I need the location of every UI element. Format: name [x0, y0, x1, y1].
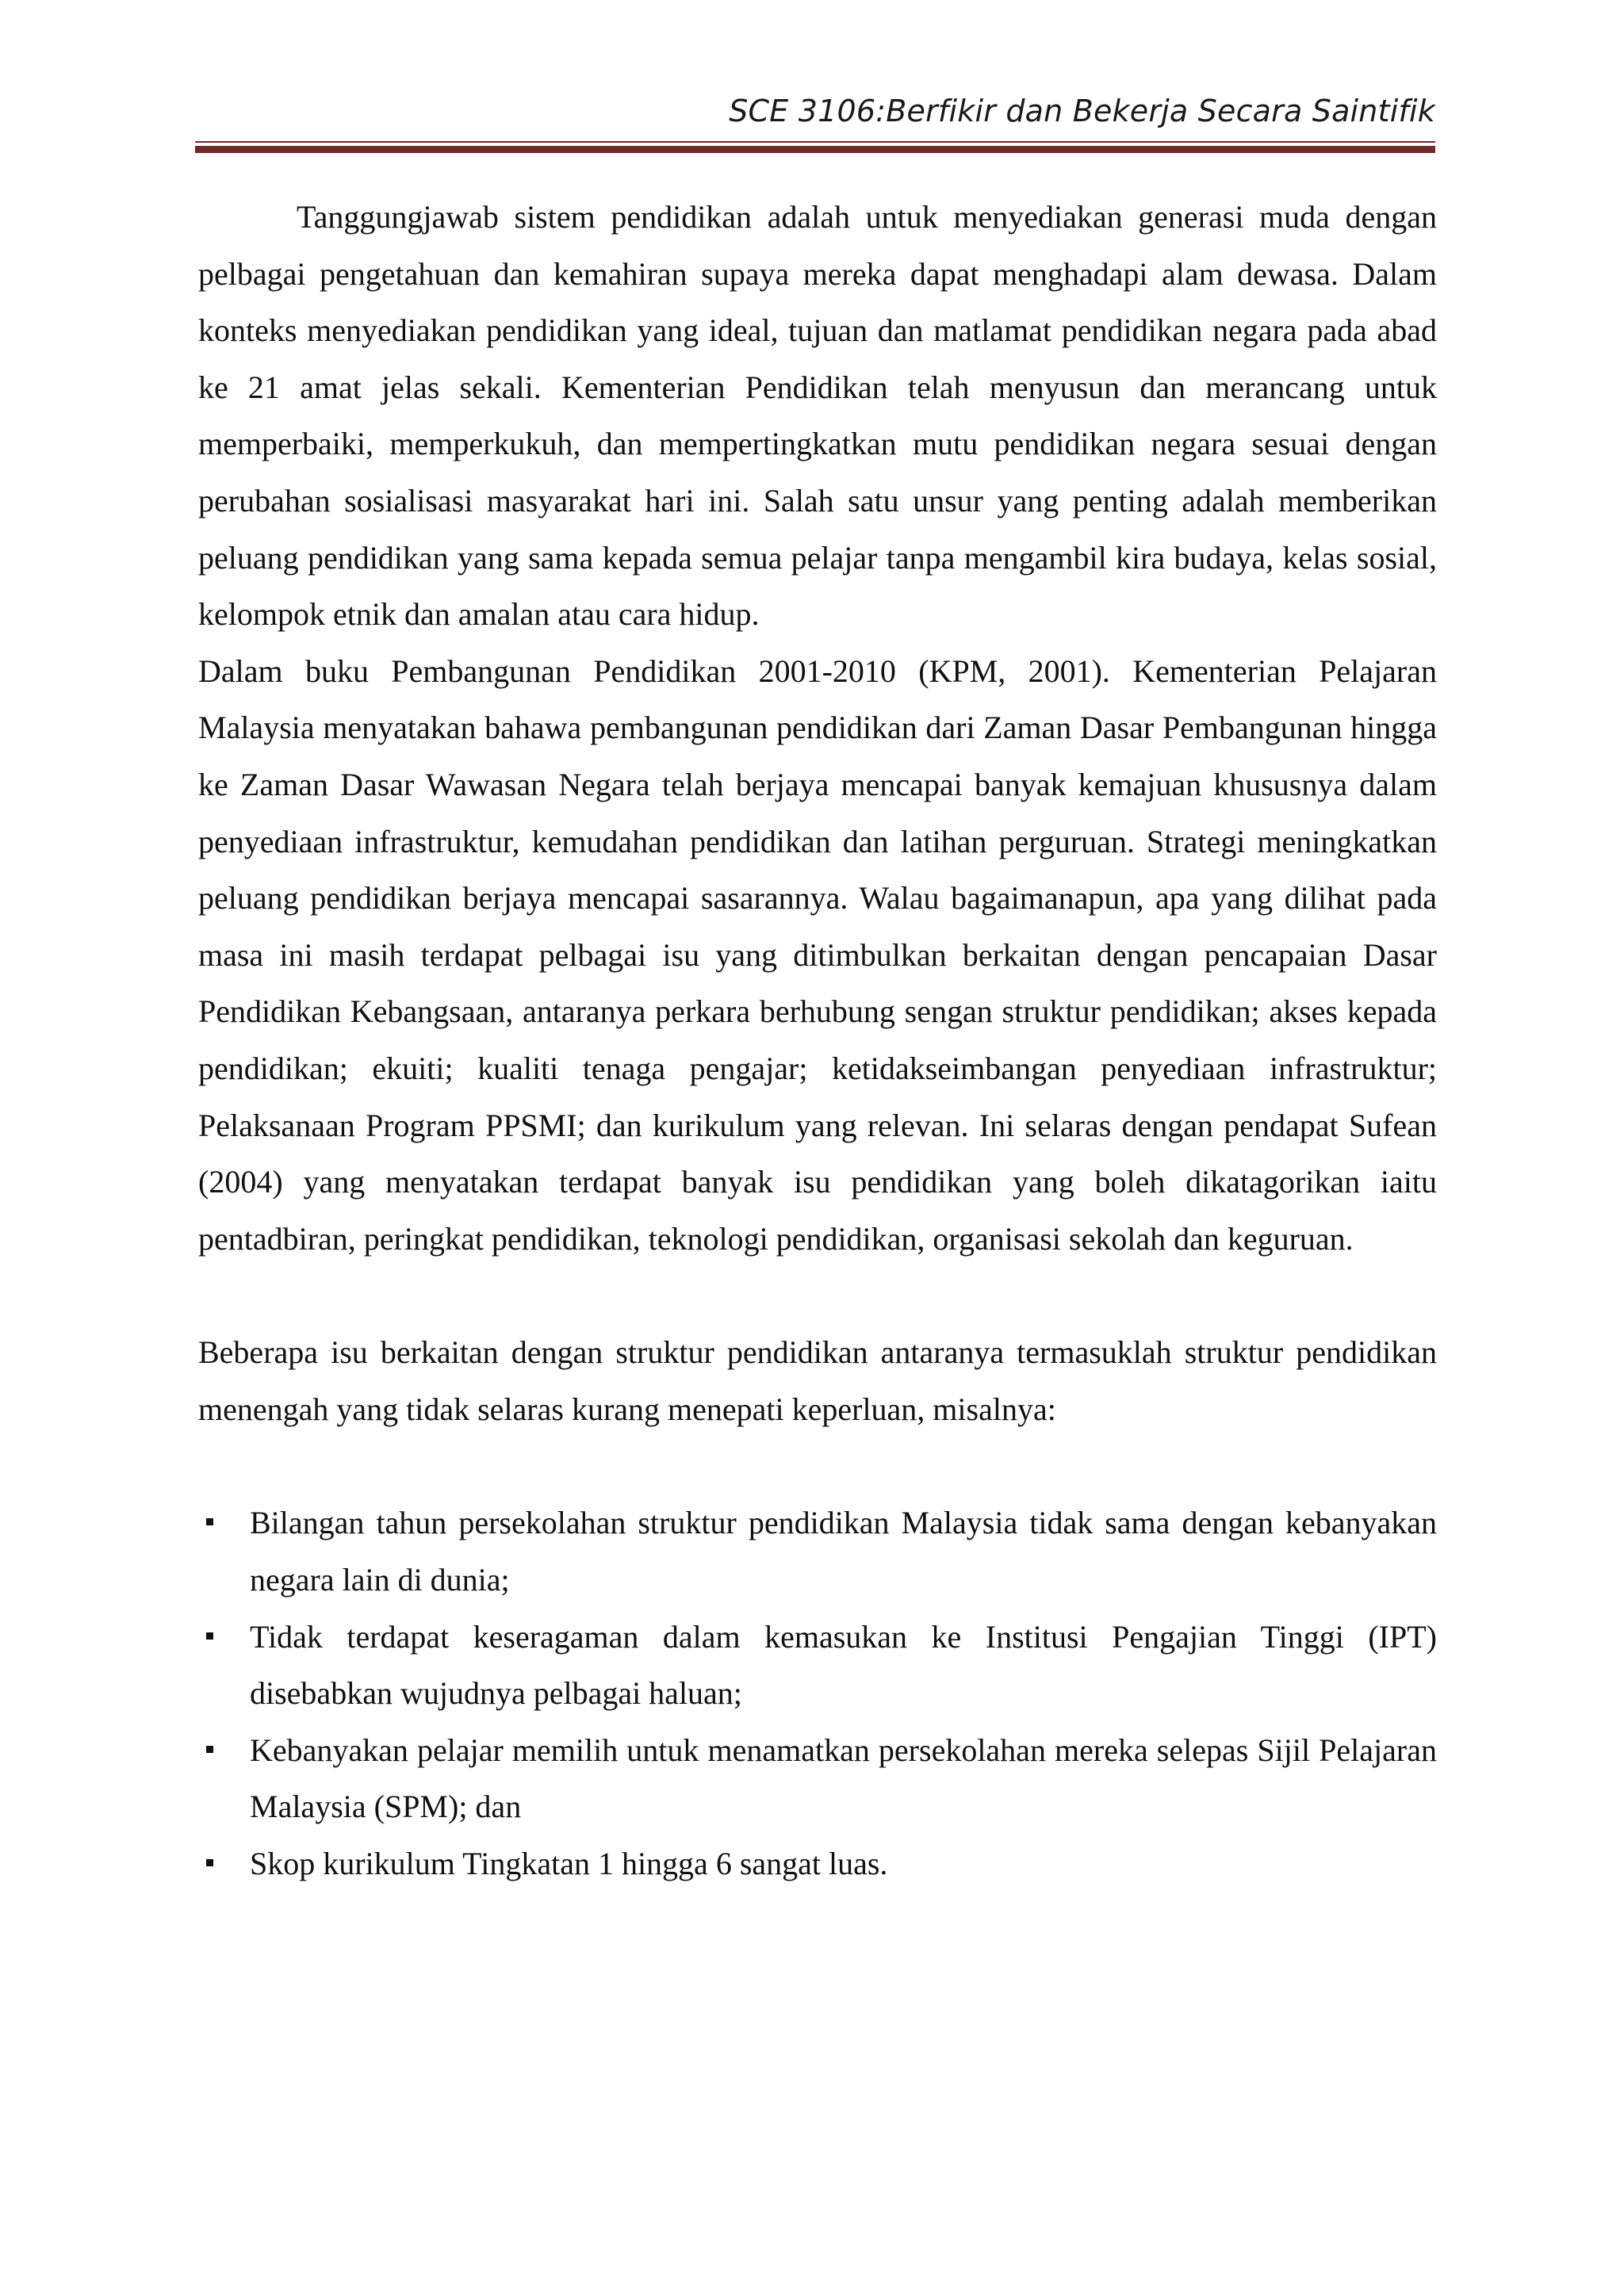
bullet-text: Skop kurikulum Tingkatan 1 hingga 6 sangat luas. [250, 1846, 888, 1882]
header-title: SCE 3106:Berfikir dan Bekerja Secara Saintifik [729, 94, 1435, 128]
bullet-text: Bilangan tahun persekolahan struktur pendidikan Malaysia tidak sama dengan kebanyakan negara lain di dunia; [250, 1505, 1437, 1598]
paragraph-intro: Tanggungjawab sistem pendidikan adalah untuk menyediakan generasi muda dengan pelbagai pengetahuan dan kemahiran supaya mereka dapat menghadapi alam dewasa. Dalam konteks menyediakan pendidikan yang ideal, tujuan dan matlamat pendidikan negara pada abad ke 21 amat jelas sekali. Kementerian Pendidikan telah menyusun dan merancang untuk memperbaiki, memperkukuh, dan mempertingkatkan mutu pendidikan negara sesuai dengan perubahan sosialisasi masyarakat hari ini. Salah satu unsur yang penting adalah memberikan peluang pendidikan yang sama kepada semua pelajar tanpa mengambil kira budaya, kelas sosial, kelompok etnik dan amalan atau cara hidup. [198, 199, 1437, 633]
square-bullet-icon [206, 1518, 213, 1525]
bullet-text: Kebanyakan pelajar memilih untuk menamatkan persekolahan mereka selepas Sijil Pelajaran Malaysia (SPM); dan [250, 1732, 1437, 1825]
header-rule-thick [195, 146, 1435, 153]
header-rule-thin [195, 141, 1435, 143]
bullet-item [198, 1722, 1437, 1835]
square-bullet-icon [206, 1632, 213, 1640]
bullet-item [198, 1494, 1437, 1608]
square-bullet-icon [206, 1746, 213, 1753]
bullet-item [198, 1609, 1437, 1722]
paragraph-spacer [198, 1437, 1437, 1494]
paragraph-isu-struktur: Beberapa isu berkaitan dengan struktur pendidikan antaranya termasuklah struktur pendidikan menengah yang tidak selaras kurang menepati keperluan, misalnya: [198, 1334, 1437, 1427]
bullet-text: Tidak terdapat keseragaman dalam kemasukan ke Institusi Pengajian Tinggi (IPT) disebabkan wujudnya pelbagai haluan; [250, 1618, 1437, 1712]
page-header [195, 94, 1435, 157]
bullet-list [198, 1494, 1437, 1892]
document-body [198, 189, 1437, 1892]
bullet-item [198, 1835, 1437, 1892]
paragraph-spacer [198, 1267, 1437, 1324]
square-bullet-icon [206, 1859, 213, 1866]
paragraph-pembangunan: Dalam buku Pembangunan Pendidikan 2001-2010 (KPM, 2001). Kementerian Pelajaran Malaysia menyatakan bahawa pembangunan pendidikan dari Zaman Dasar Pembangunan hingga ke Zaman Dasar Wawasan Negara telah berjaya mencapai banyak kemajuan khususnya dalam penyediaan infrastruktur, kemudahan pendidikan dan latihan perguruan. Strategi meningkatkan peluang pendidikan berjaya mencapai sasarannya. Walau bagaimanapun, apa yang dilihat pada masa ini masih terdapat pelbagai isu yang ditimbulkan berkaitan dengan pencapaian Dasar Pendidikan Kebangsaan, antaranya perkara berhubung sengan struktur pendidikan; akses kepada pendidikan; ekuiti; kualiti tenaga pengajar; ketidakseimbangan penyediaan infrastruktur; Pelaksanaan Program PPSMI; dan kurikulum yang relevan. Ini selaras dengan pendapat Sufean (2004) yang menyatakan terdapat banyak isu pendidikan yang boleh dikatagorikan iaitu pentadbiran, peringkat pendidikan, teknologi pendidikan, organisasi sekolah dan keguruan. [198, 652, 1437, 1257]
